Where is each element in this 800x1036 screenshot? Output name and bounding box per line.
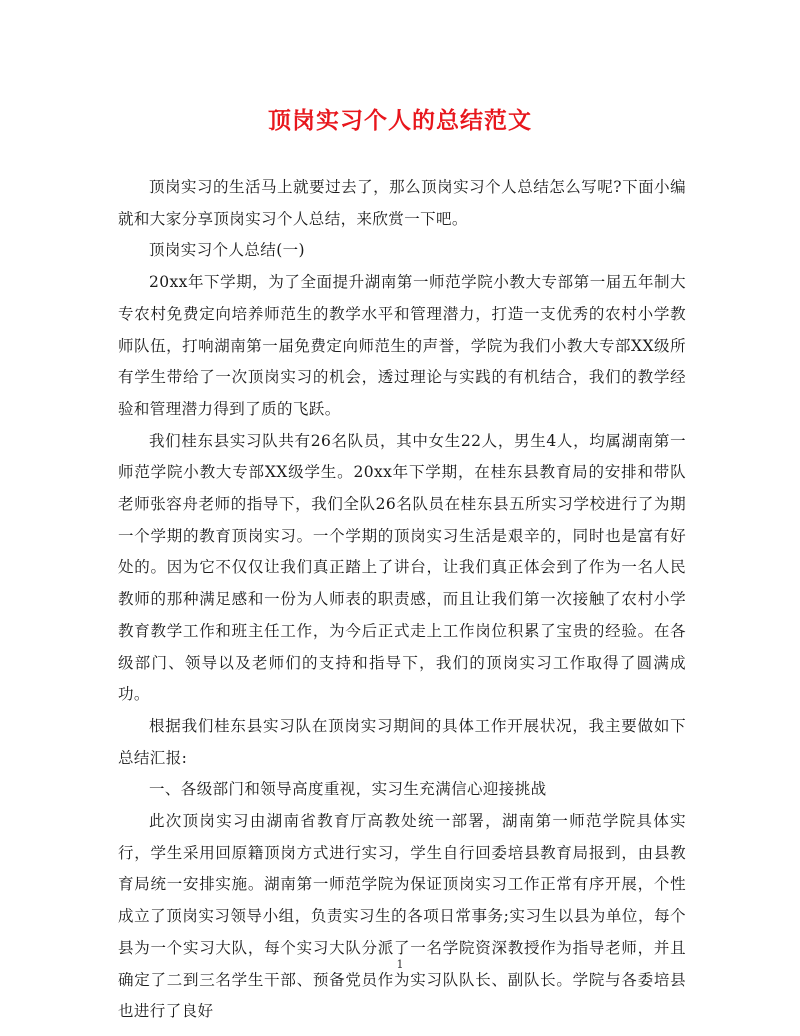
body-paragraph: 20xx年下学期，为了全面提升湖南第一师范学院小教大专部第一届五年制大专农村免费定向培养师范生的教学水平和管理潜力，打造一支优秀的农村小学教师队伍，打响湖南第一届免费定向师范生的声誉，学院为我们小教大专部XX级所有学生带给了一次顶岗实习的机会，透过理论与实践的有机结合，我们的教学经验和管理潜力得到了质的飞跃。 [118, 273, 686, 418]
body-paragraph: 根据我们桂东县实习队在顶岗实习期间的具体工作开展状况，我主要做如下总结汇报: [118, 716, 686, 767]
section-heading: 顶岗实习个人总结(一) [149, 241, 305, 260]
subsection-heading: 一、各级部门和领导高度重视，实习生充满信心迎接挑战 [149, 780, 547, 799]
body-paragraph: 我们桂东县实习队共有26名队员，其中女生22人，男生4人，均属湖南第一师范学院小教大专部XX级学生。20xx年下学期，在桂东县教育局的安排和带队老师张容舟老师的指导下，我们全队26名队员在桂东县五所实习学校进行了为期一个学期的教育顶岗实习。一个学期的顶岗实习生活是艰辛的，同时也是富有好处的。因为它不仅仅让我们真正踏上了讲台，让我们真正体会到了作为一名人民教师的那种满足感和一份为人师表的职责感，而且让我们第一次接触了农村小学教育教学工作和班主任工作，为今后正式走上工作岗位积累了宝贵的经验。在各级部门、领导以及老师们的支持和指导下，我们的顶岗实习工作取得了圆满成功。 [118, 431, 686, 704]
intro-paragraph: 顶岗实习的生活马上就要过去了，那么顶岗实习个人总结怎么写呢?下面小编就和大家分享顶岗实习个人总结，来欣赏一下吧。 [118, 178, 686, 228]
document-title: 顶岗实习个人的总结范文 [268, 108, 532, 134]
page-number: 1 [396, 958, 404, 971]
document-body [118, 172, 686, 1028]
body-paragraph: 此次顶岗实习由湖南省教育厅高教处统一部署，湖南第一师范学院具体实行，学生采用回原籍顶岗方式进行实习，学生自行回委培县教育局报到，由县教育局统一安排实施。湖南第一师范学院为保证顶岗实习工作正常有序开展，个性成立了顶岗实习领导小组，负责实习生的各项日常事务;实习生以县为单位，每个县为一个实习大队，每个实习大队分派了一名学院资深教授作为指导老师，并且确定了二到三名学生干部、预备党员作为实习队队长、副队长。学院与各委培县也进行了良好 [118, 812, 686, 1021]
